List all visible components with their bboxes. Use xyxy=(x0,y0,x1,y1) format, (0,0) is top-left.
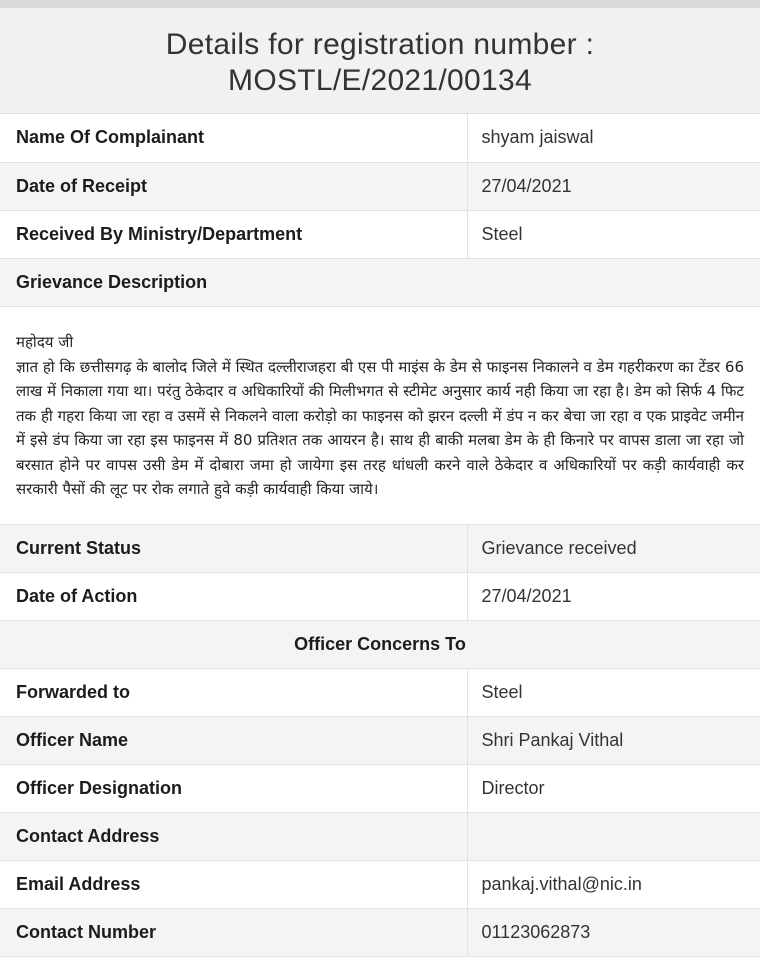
top-strip xyxy=(0,0,760,8)
row-status xyxy=(0,524,760,572)
row-forwarded xyxy=(0,668,760,716)
grievance-body: ज्ञात हो कि छत्तीसगढ़ के बालोद जिले में स्थित दल्लीराजहरा बी एस पी माइंस के डेम से फाइनस निकालने व डेम गहरीकरण का टेंडर 66 लाख में निकाला गया था। परंतु ठेकेदार व अधिकारियों की मिलीभगत से स्टीमेट अनुसार कार्य नही किया जा रहा है। डेम को सिर्फ 4 फिट तक ही गहरा किया जा रहा व उसमें से निकलने वाला करोड़ो का फाइनस को झरन दल्ली में डंप न कर बेचा जा रहा व एक प्राइवेट जमीन में इसे डंप किया जा रहा इस फाइनस में 80 प्रतिशत तक आयरन है। साथ ही बाकी मलबा डेम के ही किनारे पर वापस डाला जा रहा जो बरसात होने पर वापस उसी डेम में दोबारा जमा हो जायेगा इस तरह धांधली करने वाले ठेकेदार व अधिकारियों पर कड़ी कार्यवाही कर सरकारी पैसों की लूट पर रोक लगाते हुवे कड़ी कार्यवाही किया जाये। xyxy=(16,357,744,499)
grievance-label: Grievance Description xyxy=(0,258,760,306)
row-designation xyxy=(0,764,760,812)
row-email xyxy=(0,860,760,908)
officer-section-heading: Officer Concerns To xyxy=(0,620,760,668)
row-action-date xyxy=(0,572,760,620)
row-complainant xyxy=(0,114,760,162)
row-officer-name xyxy=(0,716,760,764)
action-label: Date of Action xyxy=(0,572,467,620)
ministry-label: Received By Ministry/Department xyxy=(0,210,467,258)
complainant-value: shyam jaiswal xyxy=(467,114,760,162)
page-header xyxy=(0,8,760,114)
action-value: 27/04/2021 xyxy=(467,572,760,620)
designation-value: Director xyxy=(467,764,760,812)
ministry-value: Steel xyxy=(467,210,760,258)
complainant-label: Name Of Complainant xyxy=(0,114,467,162)
row-address xyxy=(0,812,760,860)
row-grievance-description xyxy=(0,306,760,524)
address-label: Contact Address xyxy=(0,812,467,860)
row-contact xyxy=(0,908,760,956)
row-ministry xyxy=(0,210,760,258)
registration-number: MOSTL/E/2021/00134 xyxy=(228,63,532,97)
address-value xyxy=(467,812,760,860)
email-label: Email Address xyxy=(0,860,467,908)
row-receipt xyxy=(0,162,760,210)
row-grievance-heading xyxy=(0,258,760,306)
contact-label: Contact Number xyxy=(0,908,467,956)
forwarded-label: Forwarded to xyxy=(0,668,467,716)
contact-value: 01123062873 xyxy=(467,908,760,956)
page-title xyxy=(166,27,594,99)
receipt-label: Date of Receipt xyxy=(0,162,467,210)
grievance-description xyxy=(0,306,760,524)
details-table xyxy=(0,114,760,957)
officer-name-value: Shri Pankaj Vithal xyxy=(467,716,760,764)
receipt-value: 27/04/2021 xyxy=(467,162,760,210)
forwarded-value: Steel xyxy=(467,668,760,716)
email-value[interactable]: pankaj.vithal@nic.in xyxy=(467,860,760,908)
designation-label: Officer Designation xyxy=(0,764,467,812)
status-value: Grievance received xyxy=(467,524,760,572)
status-label: Current Status xyxy=(0,524,467,572)
row-officer-section xyxy=(0,620,760,668)
grievance-salutation: महोदय जी xyxy=(16,333,74,352)
title-line-1: Details for registration number : xyxy=(165,27,595,61)
officer-name-label: Officer Name xyxy=(0,716,467,764)
